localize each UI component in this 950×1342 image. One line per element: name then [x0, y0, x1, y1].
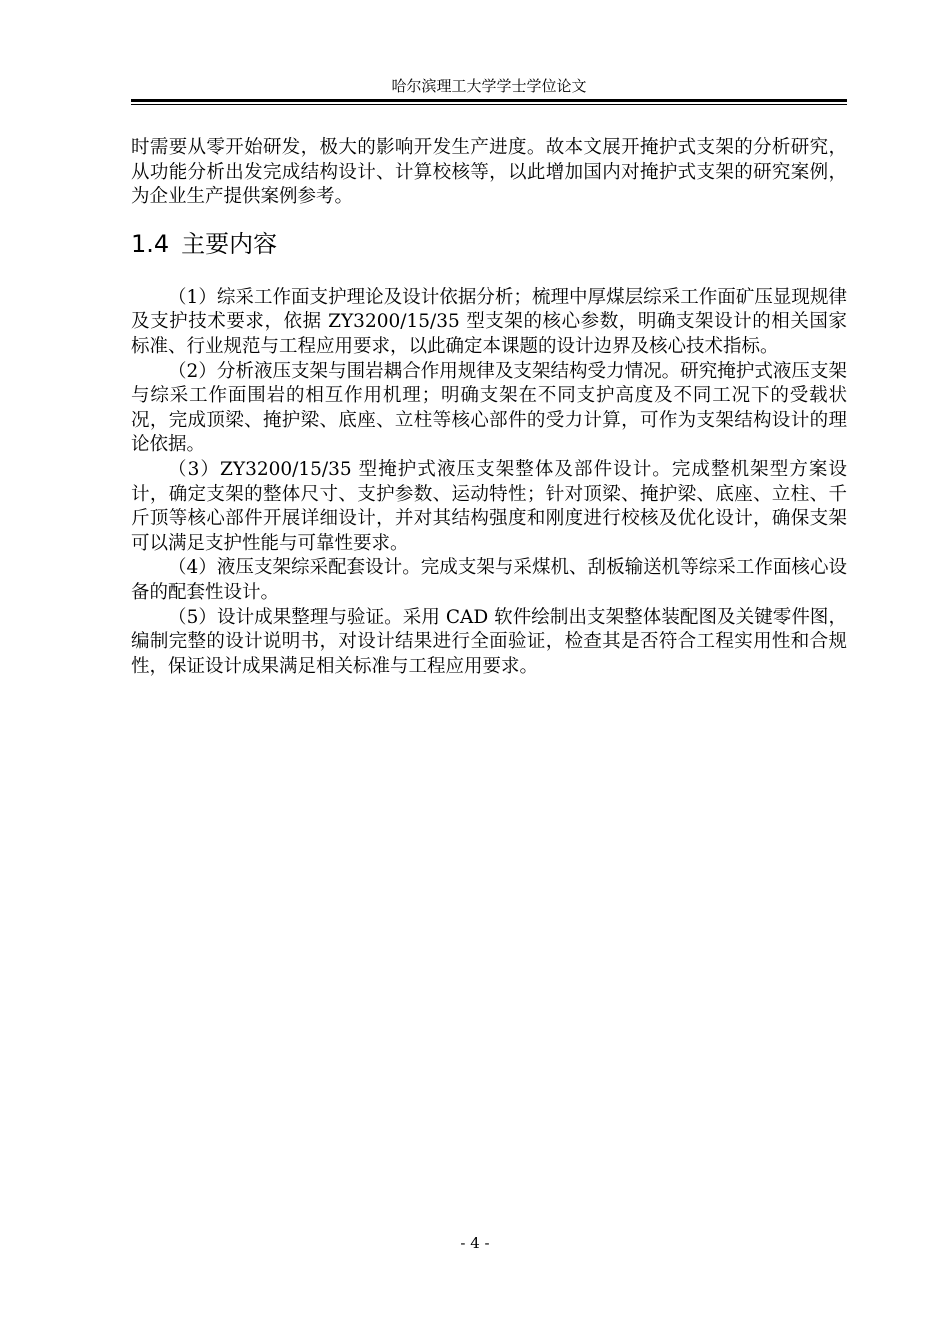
content-item-3: （3）ZY3200/15/35 型掩护式液压支架整体及部件设计。完成整机架型方案设计，确定支架的整体尺寸、支护参数、运动特性；针对顶梁、掩护梁、底座、立柱、千斤顶等核心部件开展详细设计，并对其结构强度和刚度进行校核及优化设计，确保支架可以满足支护性能与可靠性要求。 — [131, 458, 847, 554]
section-title: 主要内容 — [181, 229, 278, 258]
content-item-5: （5）设计成果整理与验证。采用 CAD 软件绘制出支架整体装配图及关键零件图，编制完整的设计说明书，对设计结果进行全面验证，检查其是否符合工程实用性和合规性，保证设计成果满足相关标准与工程应用要求。 — [131, 606, 847, 677]
page-body — [131, 136, 847, 679]
header-rule-thick — [131, 99, 847, 102]
intro-paragraph: 时需要从零开始研发，极大的影响开发生产进度。故本文展开掩护式支架的分析研究，从功能分析出发完成结构设计、计算校核等，以此增加国内对掩护式支架的研究案例，为企业生产提供案例参考。 — [131, 137, 847, 208]
content-item-2: （2）分析液压支架与围岩耦合作用规律及支架结构受力情况。研究掩护式液压支架与综采工作面围岩的相互作用机理；明确支架在不同支护高度及不同工况下的受载状况，完成顶梁、掩护梁、底座、立柱等核心部件的受力计算，可作为支架结构设计的理论依据。 — [131, 360, 847, 456]
header-rule-thin — [131, 104, 847, 105]
page-number: - 4 - — [460, 1234, 490, 1252]
content-item-1: （1）综采工作面支护理论及设计依据分析；梳理中厚煤层综采工作面矿压显现规律及支护技术要求，依据 ZY3200/15/35 型支架的核心参数，明确支架设计的相关国家标准、行业规范与工程应用要求，以此确定本课题的设计边界及核心技术指标。 — [131, 286, 847, 357]
section-number: 1.4 — [131, 229, 170, 258]
section-heading — [131, 228, 847, 260]
content-item-4: （4）液压支架综采配套设计。完成支架与采煤机、刮板输送机等综采工作面核心设备的配套性设计。 — [131, 557, 847, 603]
running-header: 哈尔滨理工大学学士学位论文 — [391, 77, 587, 95]
